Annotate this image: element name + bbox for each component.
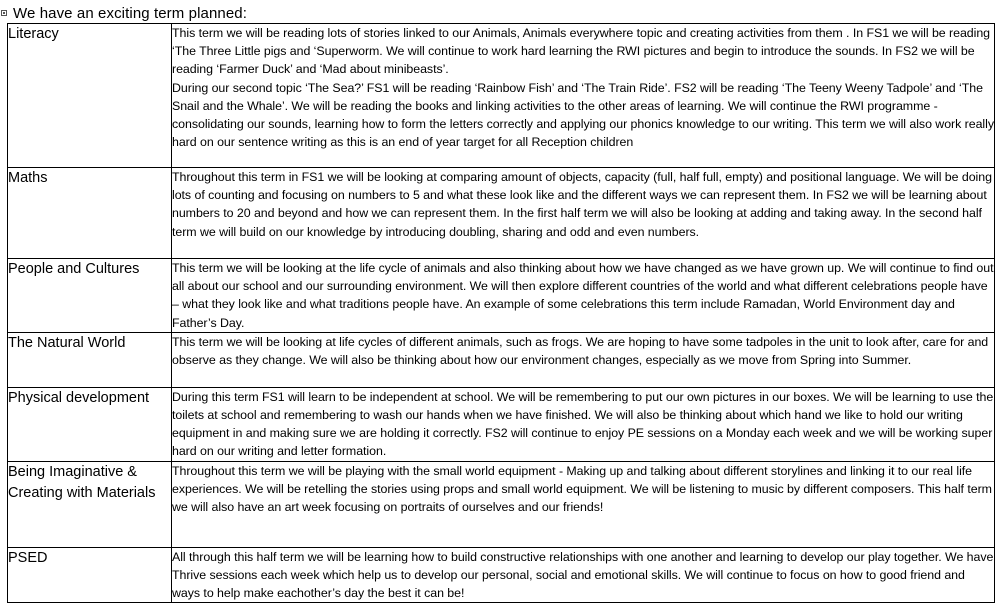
description-cell-psed: [172, 547, 995, 603]
table-row-literacy: [8, 24, 995, 168]
term-plan-table: [7, 23, 995, 603]
subject-cell-people-and-cultures: People and Cultures: [8, 259, 172, 333]
description-cell-literacy: [172, 24, 995, 168]
psed-paragraph: All through this half term we will be learning how to build constructive relationships with one another and learning to develop our play together. We have Thrive sessions each week which help us to develop our personal, social and emotional skills. We will continue to focus on how to good friend and ways to help make eachother’s day the best it can be!: [172, 549, 994, 601]
being-imaginative-paragraph: Throughout this term we will be playing with the small world equipment - Making up and talking about different storylines and linking it to our real life experiences. We will be retelling the stories using props and small world equipment. We will be listening to music by different composers. This half term we will also have an art week focusing on portraits of ourselves and our friends!: [172, 463, 992, 515]
description-cell-maths: [172, 168, 995, 259]
subject-cell-maths: Maths: [8, 168, 172, 259]
table-row-people-and-cultures: [8, 259, 995, 333]
table-row-being-imaginative: [8, 461, 995, 547]
subject-cell-psed: PSED: [8, 547, 172, 603]
literacy-paragraph-2: During our second topic ‘The Sea?’ FS1 will be reading ‘Rainbow Fish’ and ‘The Train Ride’. FS2 will be reading ‘The Teeny Weeny Tadpole’ and ‘The Snail and the Whale’. We will be reading the books and linking activities to the other areas of learning. We will continue the RWI programme - consolidating our sounds, learning how to form the letters correctly and applying our phonics knowledge to our writing. This term we will also work really hard on our sentence writing as this is an end of year target for all Reception children: [172, 80, 994, 150]
subject-cell-physical-development: Physical development: [8, 387, 172, 461]
subject-cell-being-imaginative: Being Imaginative & Creating with Materials: [8, 461, 172, 547]
description-cell-natural-world: [172, 332, 995, 387]
people-and-cultures-paragraph: This term we will be looking at the life cycle of animals and also thinking about how we have changed as we have grown up. We will continue to find out all about our school and our surrounding environment. We will then explore different countries of the world and what different celebrations people have – what they look like and what traditions people have. An example of some celebrations this term include Ramadan, World Environment day and Father’s Day.: [172, 261, 994, 330]
paragraph-anchor-icon: [1, 10, 7, 16]
table-row-physical-development: [8, 387, 995, 461]
page-heading: We have an exciting term planned:: [13, 4, 247, 22]
table-row-natural-world: [8, 332, 995, 387]
heading-row: [0, 3, 247, 23]
description-cell-physical-development: [172, 387, 995, 461]
literacy-paragraph-1: This term we will be reading lots of stories linked to our Animals, Animals everywhere topic and creating activities from them . In FS1 we will be reading ‘The Three Little pigs and ‘Superworm. We will continue to work hard learning the RWI pictures and begin to introduce the sounds. In FS2 we will be reading ‘Farmer Duck’ and ‘Mad about minibeasts’.: [172, 26, 991, 77]
table-row-psed: [8, 547, 995, 603]
physical-development-paragraph: During this term FS1 will learn to be independent at school. We will be remembering to put our own pictures in our boxes. We will be learning to use the toilets at school and remembering to wash our hands when we have finished. We will also be thinking about which hand we like to hold our writing equipment in and making sure we are holding it correctly. FS2 will continue to enjoy PE sessions on a Monday each week and we will be working super hard on our writing and letter formation.: [172, 389, 994, 459]
description-cell-people-and-cultures: [172, 259, 995, 333]
description-cell-being-imaginative: [172, 461, 995, 547]
maths-paragraph: Throughout this term in FS1 we will be looking at comparing amount of objects, capacity (full, half full, empty) and positional language. We will be doing lots of counting and focusing on numbers to 5 and what these look like and the different ways we can represent them. In FS2 we will be learning about numbers to 20 and beyond and how we can represent them. In the first half term we will also be looking at adding and taking away. In the second half term we will build on our knowledge by introducing doubling, sharing and odd and even numbers.: [172, 170, 992, 239]
subject-cell-natural-world: The Natural World: [8, 332, 172, 387]
subject-cell-literacy: Literacy: [8, 24, 172, 168]
table-row-maths: [8, 168, 995, 259]
natural-world-paragraph: This term we will be looking at life cycles of different animals, such as frogs. We are hoping to have some tadpoles in the unit to look after, care for and observe as they change. We will also be thinking about how our environment changes, especially as we move from Spring into Summer.: [172, 334, 989, 368]
